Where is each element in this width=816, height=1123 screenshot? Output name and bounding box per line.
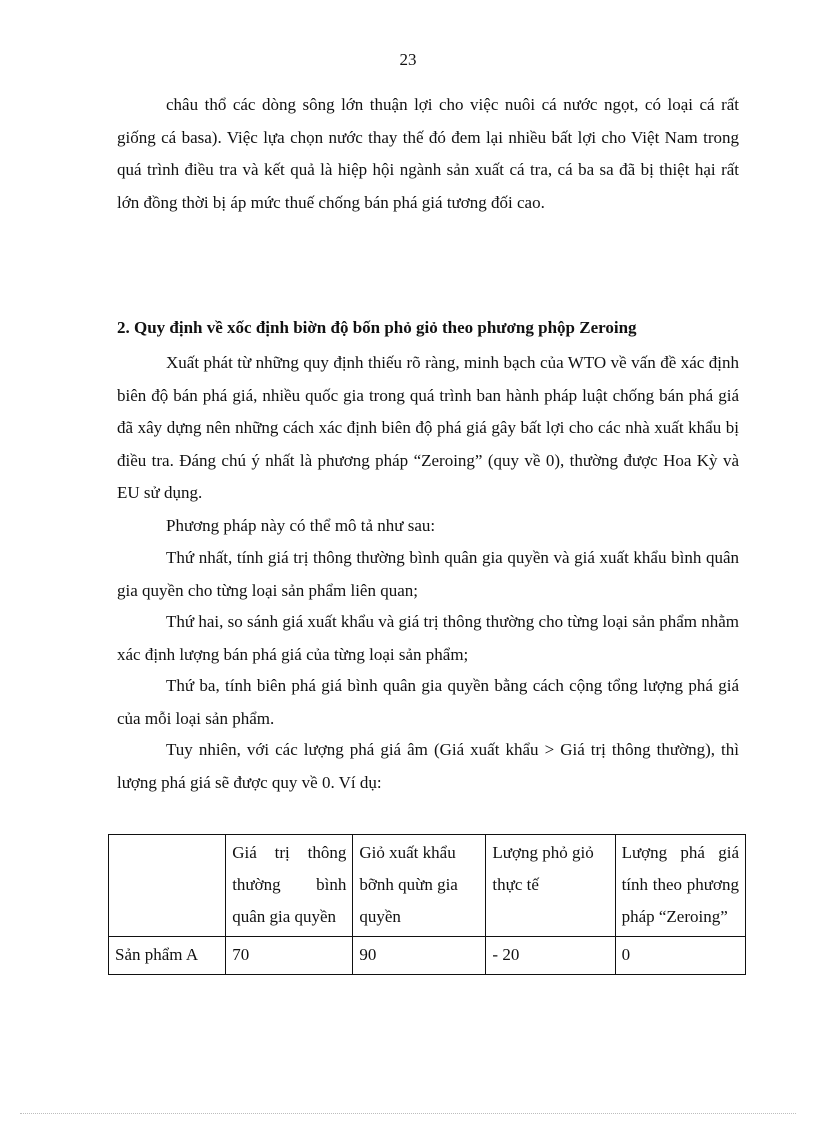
table-cell: 90	[353, 937, 486, 975]
table-row	[109, 937, 746, 975]
paragraph-zeroing-intro: Xuất phát từ những quy định thiếu rõ ràng, minh bạch của WTO về vấn đề xác định biên độ bán phá giá, nhiều quốc gia trong quá trình ban hành pháp luật chống bán phá giá đã xây dựng nên những cách xác định biên độ phá giá gây bất lợi cho các nhà xuất khẩu bị điều tra. Đáng chú ý nhất là phương pháp “Zeroing” (quy về 0), thường được Hoa Kỳ và EU sử dụng.	[117, 353, 739, 502]
table-header-cell	[109, 835, 226, 937]
paragraph-continuation-text: châu thổ các dòng sông lớn thuận lợi cho việc nuôi cá nước ngọt, có loại cá rất giống cá basa). Việc lựa chọn nước thay thế đó đem lại nhiều bất lợi cho Việt Nam trong quá trình điều tra và kết quả là hiệp hội ngành sản xuất cá tra, cá ba sa đã bị thiệt hại rất lớn đồng thời bị áp mức thuế chống bán phá giá tương đối cao.	[117, 95, 739, 212]
page-number: 23	[399, 50, 417, 69]
page-bottom-divider	[20, 1113, 796, 1114]
table-cell: 0	[615, 937, 745, 975]
zeroing-example-table	[108, 834, 746, 975]
table-header-cell: Giá trị thông thường bình quân gia quyền	[226, 835, 353, 937]
paragraph-negative-dumping: Tuy nhiên, với các lượng phá giá âm (Giá xuất khẩu > Giá trị thông thường), thì lượng phá giá sẽ được quy về 0. Ví dụ:	[117, 740, 739, 792]
paragraph-step-one: Thứ nhất, tính giá trị thông thường bình quân gia quyền và giá xuất khẩu bình quân gia quyền cho từng loại sản phẩm liên quan;	[117, 548, 739, 600]
paragraph-continuation	[117, 89, 739, 219]
table-cell: 70	[226, 937, 353, 975]
table-header-cell: Lượng phỏ giỏ thực tế	[486, 835, 615, 937]
paragraph-step-two: Thứ hai, so sánh giá xuất khẩu và giá trị thông thường cho từng loại sản phẩm nhằm xác định lượng bán phá giá của từng loại sản phẩm;	[117, 612, 739, 664]
table-cell: Sản phẩm A	[109, 937, 226, 975]
table-header-cell: Giỏ xuất khẩu bỡnh quừn gia quyền	[353, 835, 486, 937]
table-header-cell: Lượng phá giá tính theo phương pháp “Zeroing”	[615, 835, 745, 937]
section-heading: 2. Quy định về xốc định biờn độ bốn phỏ giỏ theo phương phộp Zeroing	[117, 318, 637, 337]
paragraph-step-three: Thứ ba, tính biên phá giá bình quân gia quyền bằng cách cộng tổng lượng phá giá của mỗi loại sản phẩm.	[117, 676, 739, 728]
table-cell: - 20	[486, 937, 615, 975]
paragraph-method-description: Phương pháp này có thể mô tả như sau:	[166, 516, 436, 535]
table-header-row	[109, 835, 746, 937]
